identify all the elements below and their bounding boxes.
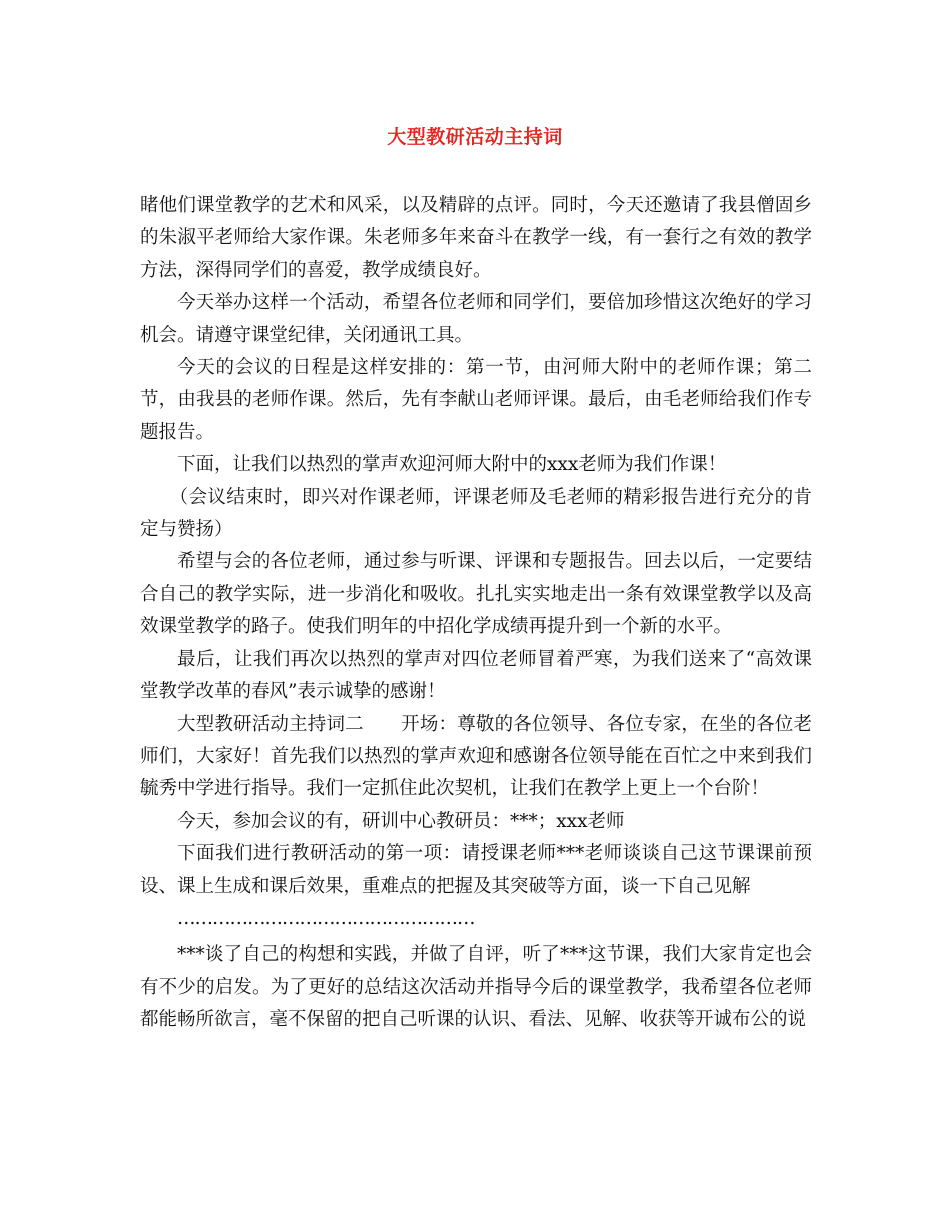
paragraph: 下面我们进行教研活动的第一项：请授课老师***老师谈谈自己这节课课前预设、课上生成和课后效果，重难点的把握及其突破等方面，谈一下自己见解 bbox=[140, 843, 812, 897]
paragraph: ***谈了自己的构想和实践，并做了自评，听了***这节课，我们大家肯定也会有不少的启发。为了更好的总结这次活动并指导今后的课堂教学，我希望各位老师都能畅所欲言，毫不保留的把自己听课的认识、看法、见解、收获等开诚布公的说 bbox=[140, 944, 812, 1031]
paragraph: 今天举办这样一个活动，希望各位老师和同学们，要倍加珍惜这次绝好的学习机会。请遵守课堂纪律，关闭通讯工具。 bbox=[140, 292, 812, 346]
paragraph: 希望与会的各位老师，通过参与听课、评课和专题报告。回去以后，一定要结合自己的教学实际，进一步消化和吸收。扎扎实实地走出一条有效课堂教学以及高效课堂教学的路子。使我们明年的中招化学成绩再提升到一个新的水平。 bbox=[140, 551, 812, 638]
paragraph: 最后，让我们再次以热烈的掌声对四位老师冒着严寒，为我们送来了“高效课堂教学改革的春风”表示诚挚的感谢！ bbox=[140, 648, 812, 703]
paragraph: 下面，让我们以热烈的掌声欢迎河师大附中的xxx老师为我们作课！ bbox=[177, 454, 727, 476]
paragraph: 睹他们课堂教学的艺术和风采，以及精辟的点评。同时，今天还邀请了我县僧固乡的朱淑平老师给大家作课。朱老师多年来奋斗在教学一线，有一套行之有效的教学方法，深得同学们的喜爱，教学成绩良好。 bbox=[140, 195, 812, 281]
ellipsis-divider: …………………………………………… bbox=[177, 907, 475, 929]
paragraph: （会议结束时，即兴对作课老师，评课老师及毛老师的精彩报告进行充分的肯定与赞扬） bbox=[140, 486, 812, 541]
paragraph: 大型教研活动主持词二 开场：尊敬的各位领导、各位专家，在坐的各位老师们，大家好！首先我们以热烈的掌声欢迎和感谢各位领导能在百忙之中来到我们毓秀中学进行指导。我们一定抓住此次契机，让我们在教学上更上一个台阶！ bbox=[140, 713, 812, 800]
document-body bbox=[140, 190, 812, 1037]
document-title: 大型教研活动主持词 bbox=[387, 126, 563, 148]
paragraph: 今天，参加会议的有，研训中心教研员：***；xxx老师 bbox=[177, 810, 625, 832]
paragraph: 今天的会议的日程是这样安排的：第一节，由河师大附中的老师作课；第二节，由我县的老师作课。然后，先有李献山老师评课。最后，由毛老师给我们作专题报告。 bbox=[140, 357, 812, 443]
